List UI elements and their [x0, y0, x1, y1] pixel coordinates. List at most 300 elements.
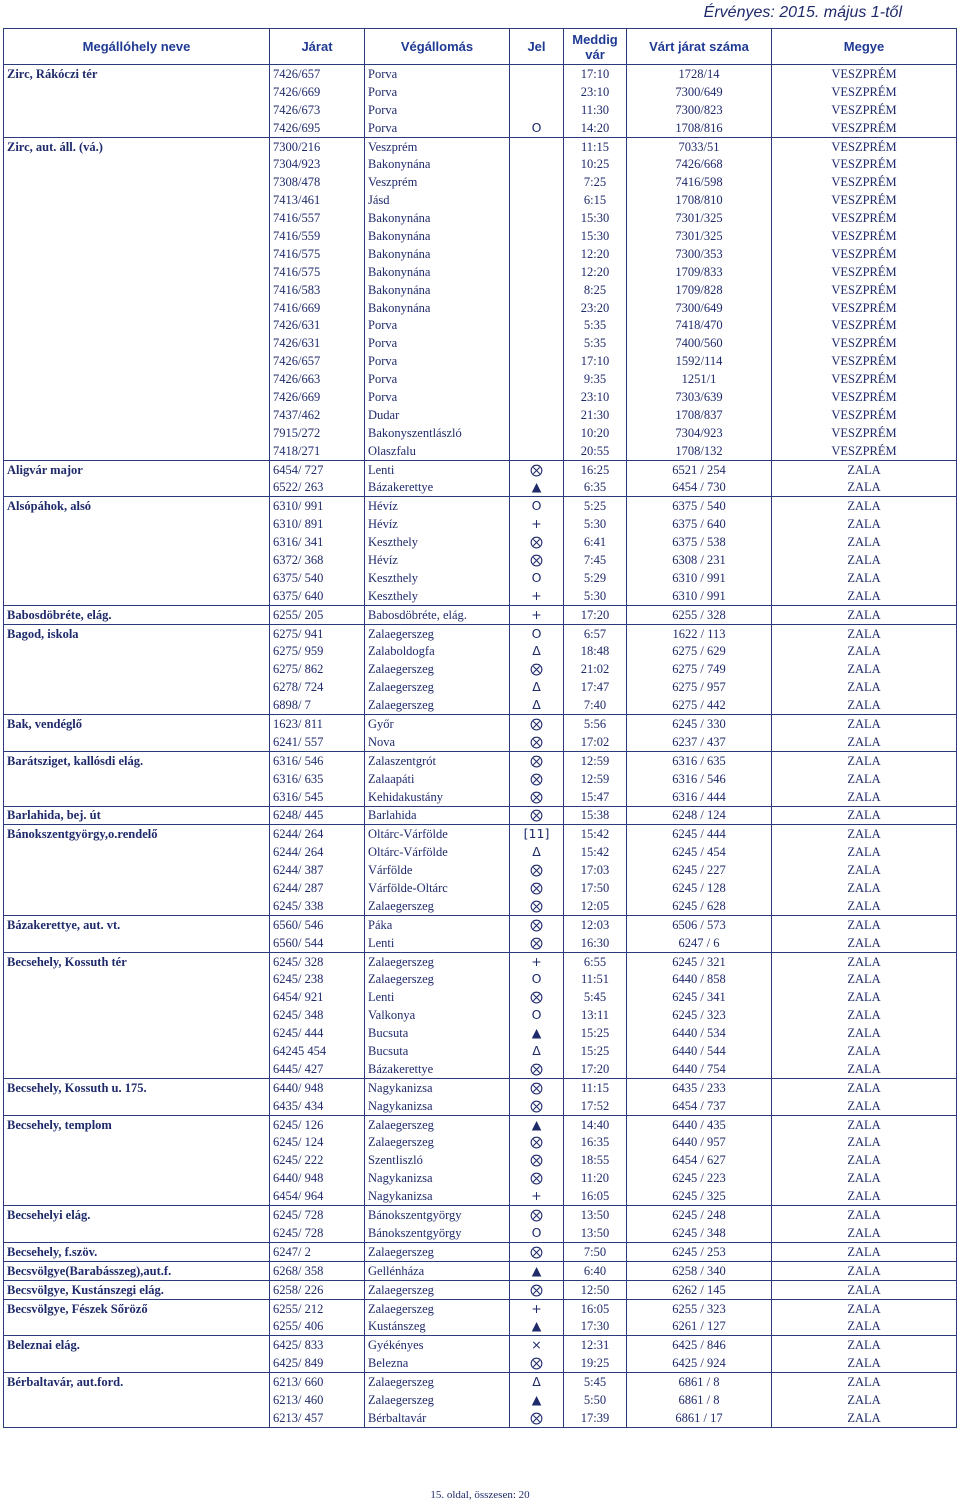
- stop-name-cell: Beleznai elág.: [4, 1336, 270, 1354]
- awaited-route-cell: 6245 / 227: [627, 861, 772, 879]
- awaited-route-cell: 6245 / 348: [627, 1224, 772, 1242]
- county-cell: ZALA: [772, 587, 957, 605]
- stop-name-cell: [4, 478, 270, 496]
- wait-until-cell: 5:29: [564, 569, 627, 587]
- stop-name-cell: [4, 1317, 270, 1335]
- wait-until-cell: 11:51: [564, 971, 627, 989]
- symbol-cell: [510, 406, 564, 424]
- county-cell: VESZPRÉM: [772, 263, 957, 281]
- terminus-cell: Nova: [365, 733, 510, 751]
- county-cell: VESZPRÉM: [772, 352, 957, 370]
- symbol-cell: O: [510, 624, 564, 642]
- wait-until-cell: 23:10: [564, 388, 627, 406]
- awaited-route-cell: 7301/325: [627, 209, 772, 227]
- symbol-cell: O: [510, 497, 564, 515]
- county-cell: ZALA: [772, 1242, 957, 1261]
- route-cell: 6245/ 124: [270, 1134, 365, 1152]
- route-cell: 6316/ 546: [270, 751, 365, 769]
- route-cell: 6258/ 226: [270, 1280, 365, 1299]
- wait-until-cell: 6:55: [564, 952, 627, 970]
- county-cell: ZALA: [772, 1006, 957, 1024]
- table-row: [4, 934, 957, 952]
- table-row: [4, 1409, 957, 1427]
- stop-name-cell: [4, 83, 270, 101]
- col-terminus: Végállomás: [365, 29, 510, 65]
- county-cell: ZALA: [772, 971, 957, 989]
- wait-until-cell: 12:50: [564, 1280, 627, 1299]
- wait-until-cell: 10:25: [564, 155, 627, 173]
- table-row: [4, 915, 957, 933]
- route-cell: 7300/216: [270, 137, 365, 155]
- symbol-cell: +: [510, 1187, 564, 1205]
- awaited-route-cell: 6245 / 454: [627, 843, 772, 861]
- symbol-cell: +: [510, 1299, 564, 1317]
- route-cell: 6255/ 212: [270, 1299, 365, 1317]
- county-cell: ZALA: [772, 605, 957, 624]
- county-cell: VESZPRÉM: [772, 370, 957, 388]
- wait-until-cell: 7:50: [564, 1242, 627, 1261]
- stop-name-cell: [4, 1169, 270, 1187]
- symbol-cell: ⨂: [510, 806, 564, 825]
- table-row: [4, 897, 957, 915]
- symbol-cell: ⨂: [510, 533, 564, 551]
- terminus-cell: Bucsuta: [365, 1024, 510, 1042]
- route-cell: 7426/631: [270, 334, 365, 352]
- stop-name-cell: [4, 209, 270, 227]
- stop-name-cell: [4, 569, 270, 587]
- terminus-cell: Porva: [365, 65, 510, 83]
- stop-name-cell: [4, 861, 270, 879]
- stop-name-cell: [4, 299, 270, 317]
- wait-until-cell: 20:55: [564, 442, 627, 460]
- table-row: [4, 879, 957, 897]
- route-cell: 6522/ 263: [270, 478, 365, 496]
- county-cell: ZALA: [772, 1060, 957, 1078]
- stop-name-cell: [4, 442, 270, 460]
- stop-name-cell: Becsvölgye(Barabásszeg),aut.f.: [4, 1261, 270, 1280]
- county-cell: ZALA: [772, 770, 957, 788]
- awaited-route-cell: 1708/816: [627, 119, 772, 137]
- terminus-cell: Zalaegerszeg: [365, 1299, 510, 1317]
- table-row: [4, 1024, 957, 1042]
- terminus-cell: Zalaegerszeg: [365, 971, 510, 989]
- symbol-cell: Δ: [510, 643, 564, 661]
- wait-until-cell: 17:20: [564, 605, 627, 624]
- stop-name-cell: [4, 370, 270, 388]
- table-row: [4, 696, 957, 714]
- table-row: [4, 1299, 957, 1317]
- awaited-route-cell: 7418/470: [627, 316, 772, 334]
- terminus-cell: Lenti: [365, 460, 510, 478]
- terminus-cell: Bakonynána: [365, 263, 510, 281]
- route-cell: 6213/ 457: [270, 1409, 365, 1427]
- wait-until-cell: 5:50: [564, 1391, 627, 1409]
- wait-until-cell: 5:25: [564, 497, 627, 515]
- table-row: [4, 245, 957, 263]
- county-cell: ZALA: [772, 915, 957, 933]
- county-cell: VESZPRÉM: [772, 245, 957, 263]
- wait-until-cell: 6:57: [564, 624, 627, 642]
- table-row: [4, 1261, 957, 1280]
- county-cell: ZALA: [772, 879, 957, 897]
- symbol-cell: [510, 263, 564, 281]
- awaited-route-cell: 6454 / 737: [627, 1097, 772, 1115]
- wait-until-cell: 16:05: [564, 1299, 627, 1317]
- awaited-route-cell: 6245 / 321: [627, 952, 772, 970]
- table-row: [4, 1006, 957, 1024]
- stop-name-cell: [4, 551, 270, 569]
- stop-name-cell: [4, 678, 270, 696]
- table-row: [4, 861, 957, 879]
- route-cell: 7426/657: [270, 65, 365, 83]
- route-cell: 7426/673: [270, 101, 365, 119]
- awaited-route-cell: 6316 / 635: [627, 751, 772, 769]
- table-row: [4, 660, 957, 678]
- awaited-route-cell: 6275 / 629: [627, 643, 772, 661]
- terminus-cell: Oltárc-Várfölde: [365, 843, 510, 861]
- route-cell: 6244/ 387: [270, 861, 365, 879]
- county-cell: ZALA: [772, 806, 957, 825]
- stop-name-cell: Zirc, Rákóczi tér: [4, 65, 270, 83]
- county-cell: ZALA: [772, 1336, 957, 1354]
- route-cell: 7426/669: [270, 83, 365, 101]
- route-cell: 7416/575: [270, 245, 365, 263]
- county-cell: VESZPRÉM: [772, 173, 957, 191]
- route-cell: 6244/ 287: [270, 879, 365, 897]
- county-cell: ZALA: [772, 788, 957, 806]
- table-row: [4, 1169, 957, 1187]
- table-row: [4, 569, 957, 587]
- terminus-cell: Hévíz: [365, 497, 510, 515]
- awaited-route-cell: 6425 / 924: [627, 1354, 772, 1372]
- county-cell: VESZPRÉM: [772, 316, 957, 334]
- col-wait-until: Meddig vár: [564, 29, 627, 65]
- stop-name-cell: [4, 1024, 270, 1042]
- table-row: [4, 678, 957, 696]
- table-row: [4, 1078, 957, 1096]
- stop-name-cell: Becsehely, templom: [4, 1115, 270, 1133]
- wait-until-cell: 12:05: [564, 897, 627, 915]
- awaited-route-cell: 6245 / 330: [627, 715, 772, 733]
- table-row: [4, 352, 957, 370]
- table-row: [4, 770, 957, 788]
- wait-until-cell: 17:47: [564, 678, 627, 696]
- table-row: [4, 497, 957, 515]
- route-cell: 6244/ 264: [270, 843, 365, 861]
- awaited-route-cell: 6454 / 627: [627, 1151, 772, 1169]
- stop-name-cell: Bánokszentgyörgy,o.rendelő: [4, 825, 270, 843]
- symbol-cell: O: [510, 569, 564, 587]
- route-cell: 6425/ 833: [270, 1336, 365, 1354]
- table-row: [4, 952, 957, 970]
- stop-name-cell: [4, 587, 270, 605]
- symbol-cell: [510, 227, 564, 245]
- awaited-route-cell: 7300/649: [627, 299, 772, 317]
- route-cell: 7416/669: [270, 299, 365, 317]
- header-row: [4, 29, 957, 65]
- table-row: [4, 191, 957, 209]
- terminus-cell: Nagykanizsa: [365, 1187, 510, 1205]
- awaited-route-cell: 6375 / 540: [627, 497, 772, 515]
- route-cell: 6898/ 7: [270, 696, 365, 714]
- awaited-route-cell: 6316 / 546: [627, 770, 772, 788]
- symbol-cell: ⨂: [510, 715, 564, 733]
- county-cell: ZALA: [772, 678, 957, 696]
- symbol-cell: ▲: [510, 1024, 564, 1042]
- county-cell: VESZPRÉM: [772, 191, 957, 209]
- route-cell: 6213/ 660: [270, 1373, 365, 1391]
- terminus-cell: Gellénháza: [365, 1261, 510, 1280]
- wait-until-cell: 23:10: [564, 83, 627, 101]
- awaited-route-cell: 6506 / 573: [627, 915, 772, 933]
- route-cell: 6255/ 406: [270, 1317, 365, 1335]
- table-row: [4, 155, 957, 173]
- stop-name-cell: Alsópáhok, alsó: [4, 497, 270, 515]
- county-cell: VESZPRÉM: [772, 424, 957, 442]
- awaited-route-cell: 7416/598: [627, 173, 772, 191]
- wait-until-cell: 17:10: [564, 65, 627, 83]
- awaited-route-cell: 1709/833: [627, 263, 772, 281]
- wait-until-cell: 11:30: [564, 101, 627, 119]
- route-cell: 7413/461: [270, 191, 365, 209]
- terminus-cell: Keszthely: [365, 569, 510, 587]
- terminus-cell: Nagykanizsa: [365, 1078, 510, 1096]
- terminus-cell: Zalaegerszeg: [365, 952, 510, 970]
- wait-until-cell: 17:39: [564, 1409, 627, 1427]
- wait-until-cell: 5:56: [564, 715, 627, 733]
- county-cell: VESZPRÉM: [772, 281, 957, 299]
- route-cell: 6245/ 222: [270, 1151, 365, 1169]
- awaited-route-cell: 6375 / 640: [627, 515, 772, 533]
- symbol-cell: ▲: [510, 1115, 564, 1133]
- table-row: [4, 406, 957, 424]
- wait-until-cell: 17:10: [564, 352, 627, 370]
- wait-until-cell: 8:25: [564, 281, 627, 299]
- wait-until-cell: 13:50: [564, 1224, 627, 1242]
- route-cell: 6375/ 540: [270, 569, 365, 587]
- wait-until-cell: 5:45: [564, 1373, 627, 1391]
- table-row: [4, 101, 957, 119]
- awaited-route-cell: 1708/132: [627, 442, 772, 460]
- wait-until-cell: 14:40: [564, 1115, 627, 1133]
- table-row: [4, 1115, 957, 1133]
- county-cell: ZALA: [772, 715, 957, 733]
- terminus-cell: Zalaegerszeg: [365, 696, 510, 714]
- wait-until-cell: 5:35: [564, 334, 627, 352]
- stop-name-cell: Becsvölgye, Kustánszegi elág.: [4, 1280, 270, 1299]
- terminus-cell: Bázakerettye: [365, 478, 510, 496]
- route-cell: 6440/ 948: [270, 1078, 365, 1096]
- symbol-cell: Δ: [510, 696, 564, 714]
- table-row: [4, 263, 957, 281]
- terminus-cell: Hévíz: [365, 551, 510, 569]
- terminus-cell: Veszprém: [365, 173, 510, 191]
- terminus-cell: Kehidakustány: [365, 788, 510, 806]
- route-cell: 6275/ 959: [270, 643, 365, 661]
- symbol-cell: +: [510, 952, 564, 970]
- awaited-route-cell: 6310 / 991: [627, 569, 772, 587]
- awaited-route-cell: 6440 / 534: [627, 1024, 772, 1042]
- route-cell: 6316/ 545: [270, 788, 365, 806]
- county-cell: ZALA: [772, 478, 957, 496]
- stop-name-cell: [4, 424, 270, 442]
- awaited-route-cell: 6245 / 128: [627, 879, 772, 897]
- stop-name-cell: [4, 934, 270, 952]
- table-row: [4, 988, 957, 1006]
- symbol-cell: ▲: [510, 1261, 564, 1280]
- route-cell: 7426/631: [270, 316, 365, 334]
- terminus-cell: Lenti: [365, 934, 510, 952]
- table-row: [4, 1224, 957, 1242]
- county-cell: ZALA: [772, 1024, 957, 1042]
- terminus-cell: Nagykanizsa: [365, 1097, 510, 1115]
- stop-name-cell: [4, 988, 270, 1006]
- symbol-cell: [510, 299, 564, 317]
- terminus-cell: Zalaegerszeg: [365, 1115, 510, 1133]
- stop-name-cell: [4, 1391, 270, 1409]
- page-footer: 15. oldal, összesen: 20: [430, 1489, 530, 1501]
- table-row: [4, 1134, 957, 1152]
- county-cell: ZALA: [772, 460, 957, 478]
- symbol-cell: O: [510, 119, 564, 137]
- terminus-cell: Szentliszló: [365, 1151, 510, 1169]
- terminus-cell: Zalaegerszeg: [365, 897, 510, 915]
- wait-until-cell: 23:20: [564, 299, 627, 317]
- route-cell: 6245/ 728: [270, 1206, 365, 1224]
- symbol-cell: ⨂: [510, 1169, 564, 1187]
- terminus-cell: Porva: [365, 334, 510, 352]
- county-cell: ZALA: [772, 1373, 957, 1391]
- table-row: [4, 370, 957, 388]
- county-cell: ZALA: [772, 1115, 957, 1133]
- stop-name-cell: [4, 352, 270, 370]
- symbol-cell: [510, 245, 564, 263]
- county-cell: ZALA: [772, 934, 957, 952]
- stop-name-cell: Bak, vendéglő: [4, 715, 270, 733]
- county-cell: ZALA: [772, 1134, 957, 1152]
- route-cell: 7426/669: [270, 388, 365, 406]
- county-cell: ZALA: [772, 624, 957, 642]
- route-cell: 7416/559: [270, 227, 365, 245]
- terminus-cell: Bucsuta: [365, 1042, 510, 1060]
- stop-name-cell: [4, 155, 270, 173]
- awaited-route-cell: 6440 / 544: [627, 1042, 772, 1060]
- awaited-route-cell: 6245 / 444: [627, 825, 772, 843]
- table-row: [4, 715, 957, 733]
- symbol-cell: [510, 316, 564, 334]
- table-row: [4, 825, 957, 843]
- county-cell: ZALA: [772, 1409, 957, 1427]
- route-cell: 6560/ 546: [270, 915, 365, 933]
- table-row: [4, 1354, 957, 1372]
- stop-name-cell: Becsvölgye, Fészek Sőröző: [4, 1299, 270, 1317]
- stop-name-cell: [4, 245, 270, 263]
- stop-name-cell: [4, 316, 270, 334]
- symbol-cell: ⨂: [510, 897, 564, 915]
- symbol-cell: Δ: [510, 1373, 564, 1391]
- awaited-route-cell: 6275 / 442: [627, 696, 772, 714]
- awaited-route-cell: 6275 / 957: [627, 678, 772, 696]
- stop-name-cell: [4, 173, 270, 191]
- terminus-cell: Porva: [365, 388, 510, 406]
- awaited-route-cell: 7300/649: [627, 83, 772, 101]
- county-cell: VESZPRÉM: [772, 137, 957, 155]
- terminus-cell: Zalaegerszeg: [365, 1134, 510, 1152]
- symbol-cell: [11]: [510, 825, 564, 843]
- route-cell: 6275/ 941: [270, 624, 365, 642]
- county-cell: ZALA: [772, 497, 957, 515]
- symbol-cell: ⨂: [510, 1060, 564, 1078]
- route-cell: 6245/ 238: [270, 971, 365, 989]
- wait-until-cell: 11:15: [564, 137, 627, 155]
- terminus-cell: Bakonynána: [365, 299, 510, 317]
- table-row: [4, 460, 957, 478]
- county-cell: VESZPRÉM: [772, 227, 957, 245]
- col-stop-name: Megállóhely neve: [4, 29, 270, 65]
- awaited-route-cell: 6245 / 323: [627, 1006, 772, 1024]
- route-cell: 6316/ 341: [270, 533, 365, 551]
- symbol-cell: [510, 65, 564, 83]
- wait-until-cell: 6:41: [564, 533, 627, 551]
- awaited-route-cell: 7300/823: [627, 101, 772, 119]
- route-cell: 6245/ 338: [270, 897, 365, 915]
- county-cell: ZALA: [772, 696, 957, 714]
- table-row: [4, 1060, 957, 1078]
- terminus-cell: Zalaboldogfa: [365, 643, 510, 661]
- table-row: [4, 316, 957, 334]
- terminus-cell: Valkonya: [365, 1006, 510, 1024]
- wait-until-cell: 5:30: [564, 587, 627, 605]
- stop-name-cell: [4, 843, 270, 861]
- route-cell: 6245/ 348: [270, 1006, 365, 1024]
- stop-name-cell: [4, 515, 270, 533]
- table-row: [4, 334, 957, 352]
- wait-until-cell: 13:50: [564, 1206, 627, 1224]
- stop-name-cell: [4, 770, 270, 788]
- table-row: [4, 1206, 957, 1224]
- symbol-cell: ×: [510, 1336, 564, 1354]
- stop-name-cell: Zirc, aut. áll. (vá.): [4, 137, 270, 155]
- wait-until-cell: 5:30: [564, 515, 627, 533]
- symbol-cell: Δ: [510, 843, 564, 861]
- route-cell: 6245/ 126: [270, 1115, 365, 1133]
- table-row: [4, 1336, 957, 1354]
- wait-until-cell: 9:35: [564, 370, 627, 388]
- wait-until-cell: 12:59: [564, 751, 627, 769]
- timetable-body: [4, 65, 957, 1428]
- county-cell: VESZPRÉM: [772, 119, 957, 137]
- awaited-route-cell: 6425 / 846: [627, 1336, 772, 1354]
- awaited-route-cell: 6262 / 145: [627, 1280, 772, 1299]
- county-cell: ZALA: [772, 1224, 957, 1242]
- route-cell: 6445/ 427: [270, 1060, 365, 1078]
- terminus-cell: Bázakerettye: [365, 1060, 510, 1078]
- wait-until-cell: 11:15: [564, 1078, 627, 1096]
- wait-until-cell: 15:42: [564, 825, 627, 843]
- stop-name-cell: [4, 406, 270, 424]
- terminus-cell: Bakonynána: [365, 155, 510, 173]
- symbol-cell: [510, 83, 564, 101]
- county-cell: ZALA: [772, 897, 957, 915]
- route-cell: 7426/663: [270, 370, 365, 388]
- terminus-cell: Oltárc-Várfölde: [365, 825, 510, 843]
- awaited-route-cell: 6454 / 730: [627, 478, 772, 496]
- wait-until-cell: 6:15: [564, 191, 627, 209]
- route-cell: 7426/657: [270, 352, 365, 370]
- symbol-cell: ⨂: [510, 1078, 564, 1096]
- awaited-route-cell: 6310 / 991: [627, 587, 772, 605]
- table-row: [4, 299, 957, 317]
